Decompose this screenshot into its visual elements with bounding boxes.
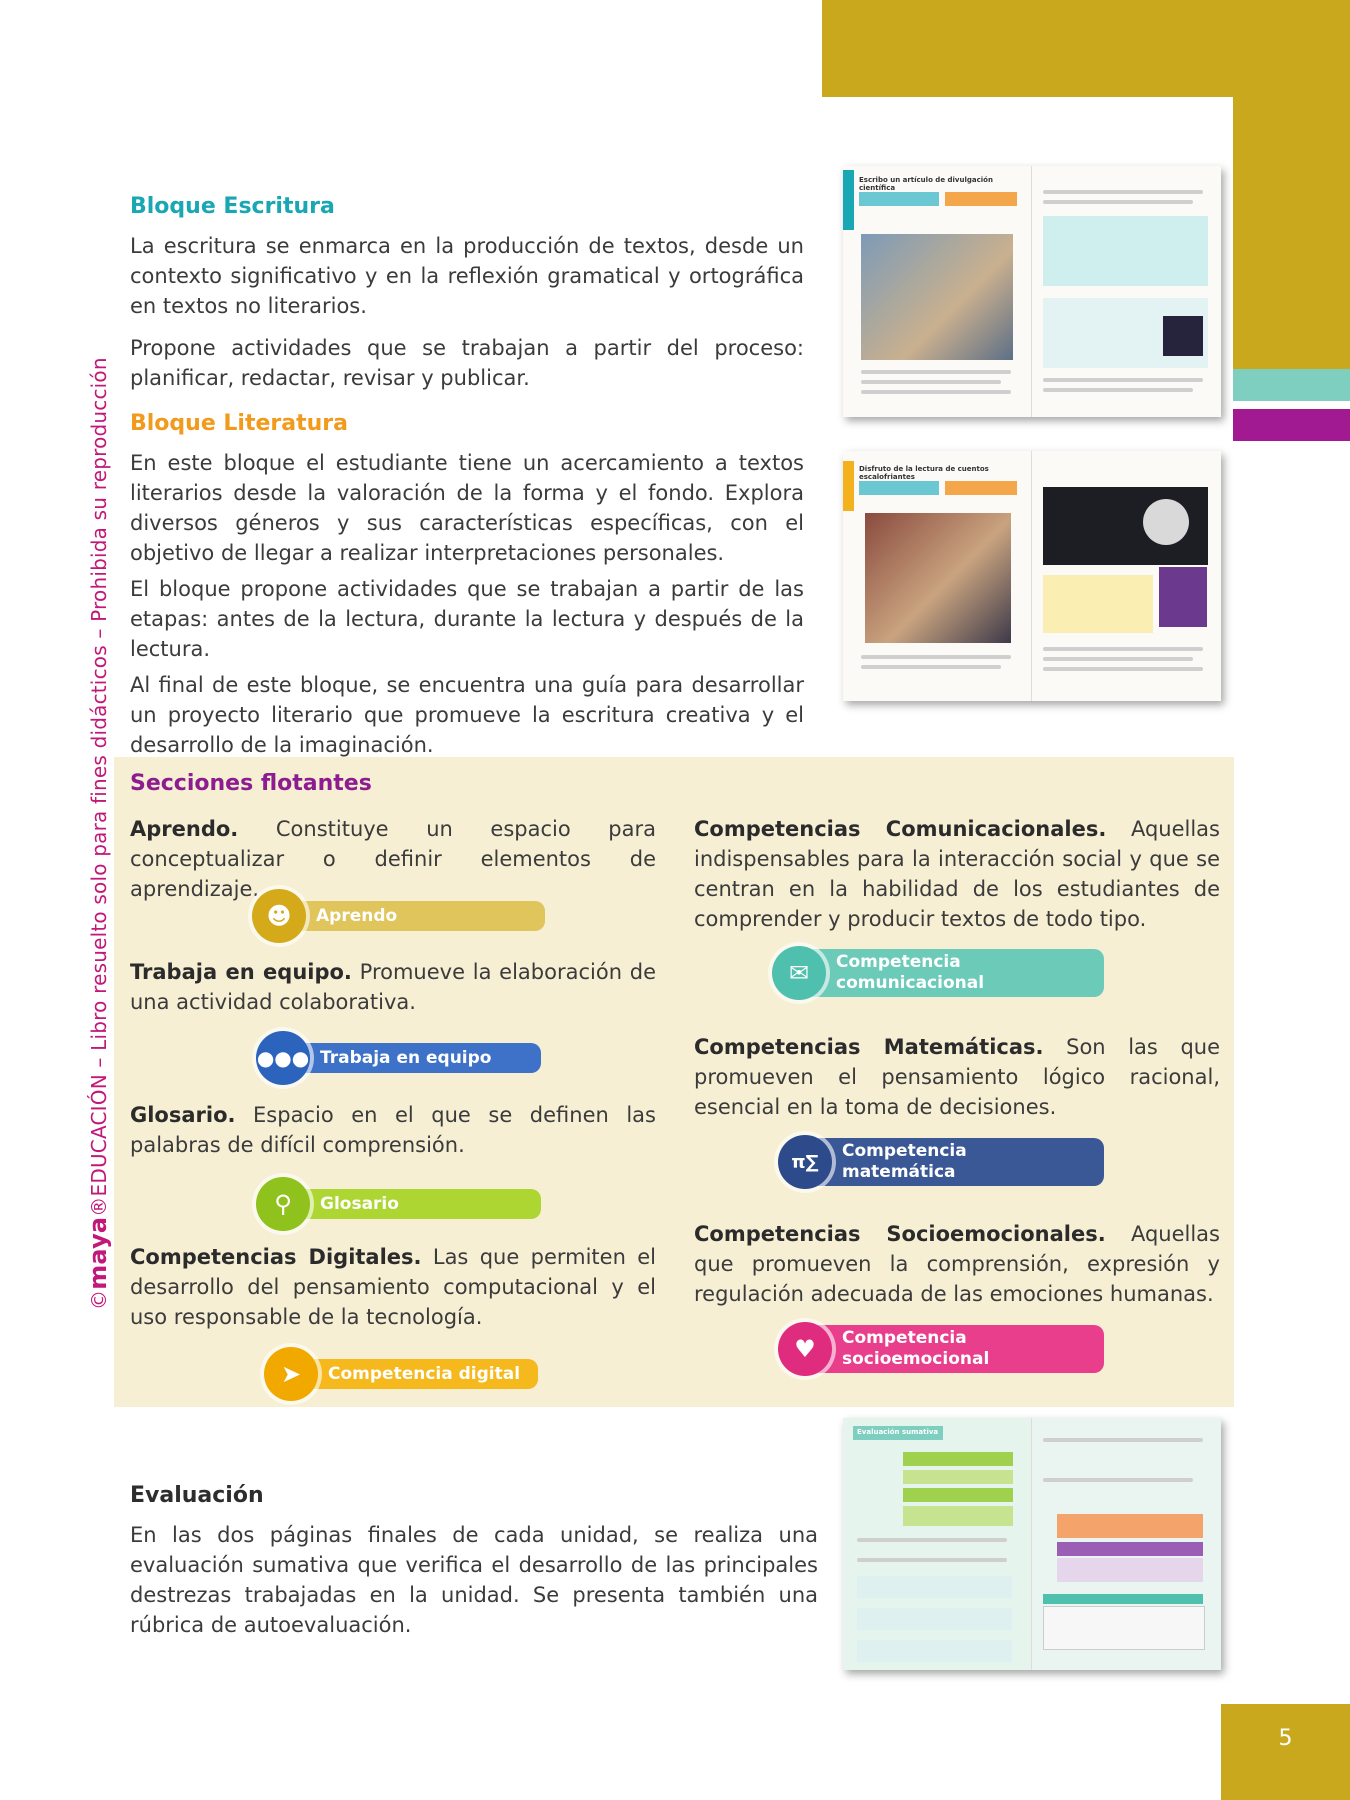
comunicacional-badge-label [812,952,984,994]
handshake-icon: ♥ [778,1322,832,1376]
reader-icon: ☻ [252,889,306,943]
escritura-preview-title: Escribo un artículo de divulgación científica [859,176,993,192]
digitales-desc: Las que permiten el desarrollo del pensamiento computacional y el uso responsable de la tecnología. [130,1245,656,1329]
equipo-term: Trabaja en equipo. [130,960,352,984]
glosario-badge-label: Glosario [320,1194,399,1214]
cursor-icon: ➤ [264,1347,318,1401]
glosario-desc: Espacio en el que se definen las palabras de difícil comprensión. [130,1103,656,1157]
matematica-badge-label [818,1141,967,1183]
digital-badge [280,1359,538,1389]
chat-bubbles-icon: ✉ [772,946,826,1000]
equipo-badge-label: Trabaja en equipo [320,1048,492,1068]
matematica-badge-line2: matemática [842,1162,956,1182]
glosario-badge [274,1189,541,1219]
registered-symbol: ® [87,1196,111,1217]
entry-competencias-matematicas [694,1032,1220,1122]
digitales-term: Competencias Digitales. [130,1245,422,1269]
magenta-decor-strip [1233,409,1350,441]
aprendo-badge [266,901,545,931]
entry-glosario [130,1100,656,1160]
aprendo-term: Aprendo. [130,817,239,841]
evaluacion-paragraph: En las dos páginas finales de cada unidad, se realiza una evaluación sumativa que verifica el desarrollo de las principales destrezas trabajadas en la unidad. Se presenta también una rúbrica de autoevaluación. [130,1523,818,1637]
comunicacionales-term: Competencias Comunicacionales. [694,817,1107,841]
comunicacional-badge-line1: Competencia [836,952,961,972]
matematicas-term: Competencias Matemáticas. [694,1035,1044,1059]
evaluacion-book-preview [843,1418,1221,1670]
comunicacional-badge-line2: comunicacional [836,973,985,993]
page-number: 5 [1278,1726,1293,1751]
aprendo-desc: Constituye un espacio para conceptualizar o definir elementos de aprendizaje. [130,817,656,901]
secciones-flotantes-panel [114,757,1234,1407]
matematica-badge [791,1138,1104,1186]
top-decor-band [822,0,1350,97]
glosario-term: Glosario. [130,1103,236,1127]
section-escritura [130,194,804,393]
literatura-paragraph-3: Al final de este bloque, se encuentra una guía para desarrollar un proyecto literario que promueve la escritura creativa y el desarrollo de la imaginación. [130,673,804,757]
comunicacionales-desc: Aquellas indispensables para la interacción social y que se centran en la habilidad de los estudiantes de comprender y producir textos de todo tipo. [694,817,1220,931]
digital-badge-label: Competencia digital [328,1364,521,1384]
literatura-title: Bloque Literatura [130,411,348,436]
escritura-paragraph-2: Propone actividades que se trabajan a partir del proceso: planificar, redactar, revisar y publicar. [130,336,804,390]
comunicacional-badge [788,949,1104,997]
equipo-desc: Promueve la elaboración de una actividad colaborativa. [130,960,656,1014]
escritura-title: Bloque Escritura [130,194,335,219]
literatura-paragraph-1: En este bloque el estudiante tiene un acercamiento a textos literarios desde la valoración de la forma y el fondo. Explora diversos géneros y sus características específicas, con el objetivo de llegar a realizar interpretaciones personales. [130,451,804,565]
aprendo-badge-label: Aprendo [316,906,398,926]
socioemocional-badge-line1: Competencia [842,1328,967,1348]
entry-trabaja-en-equipo [130,957,656,1017]
literatura-book-preview [843,451,1221,701]
secciones-title: Secciones flotantes [130,771,372,796]
math-symbols-icon: π∑ [778,1135,832,1189]
evaluacion-preview-title: Evaluación sumativa [857,1428,939,1436]
team-icon: ●●● [256,1031,310,1085]
section-evaluacion [130,1483,818,1640]
socioemocionales-term: Competencias Socioemocionales. [694,1222,1106,1246]
entry-aprendo [130,814,656,904]
entry-competencias-socioemocionales [694,1219,1220,1309]
matematicas-desc: Son las que promueven el pensamiento lógico racional, esencial en la toma de decisiones. [694,1035,1220,1119]
evaluacion-title: Evaluación [130,1483,264,1508]
copyright-text: EDUCACIÓN – Libro resuelto solo para fines didácticos – Prohibida su reproducción [87,357,111,1197]
section-literatura [130,411,804,760]
brand-logo-text: maya [84,1216,112,1290]
copyright-symbol: © [87,1289,111,1310]
equipo-badge [256,1043,541,1073]
literatura-paragraph-2: El bloque propone actividades que se trabajan a partir de las etapas: antes de la lectura, durante la lectura y después de la lectura. [130,577,804,661]
socioemocional-badge [794,1325,1104,1373]
entry-competencias-comunicacionales [694,814,1220,934]
entry-competencias-digitales [130,1242,656,1332]
socioemocional-badge-line2: socioemocional [842,1349,990,1369]
page-number-box [1221,1704,1350,1800]
socioemocional-badge-label [818,1328,989,1370]
side-decor-band [1233,97,1350,369]
teal-decor-strip [1233,369,1350,401]
escritura-book-preview [843,166,1221,417]
literatura-preview-title: Disfruto de la lectura de cuentos escalofriantes [859,465,989,481]
escritura-paragraph-1: La escritura se enmarca en la producción de textos, desde un contexto significativo y en la reflexión gramatical y ortográfica en textos no literarios. [130,234,804,318]
book-icon: ⚲ [256,1177,310,1231]
matematica-badge-line1: Competencia [842,1141,967,1161]
vertical-copyright-note [84,357,112,1310]
socioemocionales-desc: Aquellas que promueven la comprensión, expresión y regulación adecuada de las emociones humanas. [694,1222,1220,1306]
